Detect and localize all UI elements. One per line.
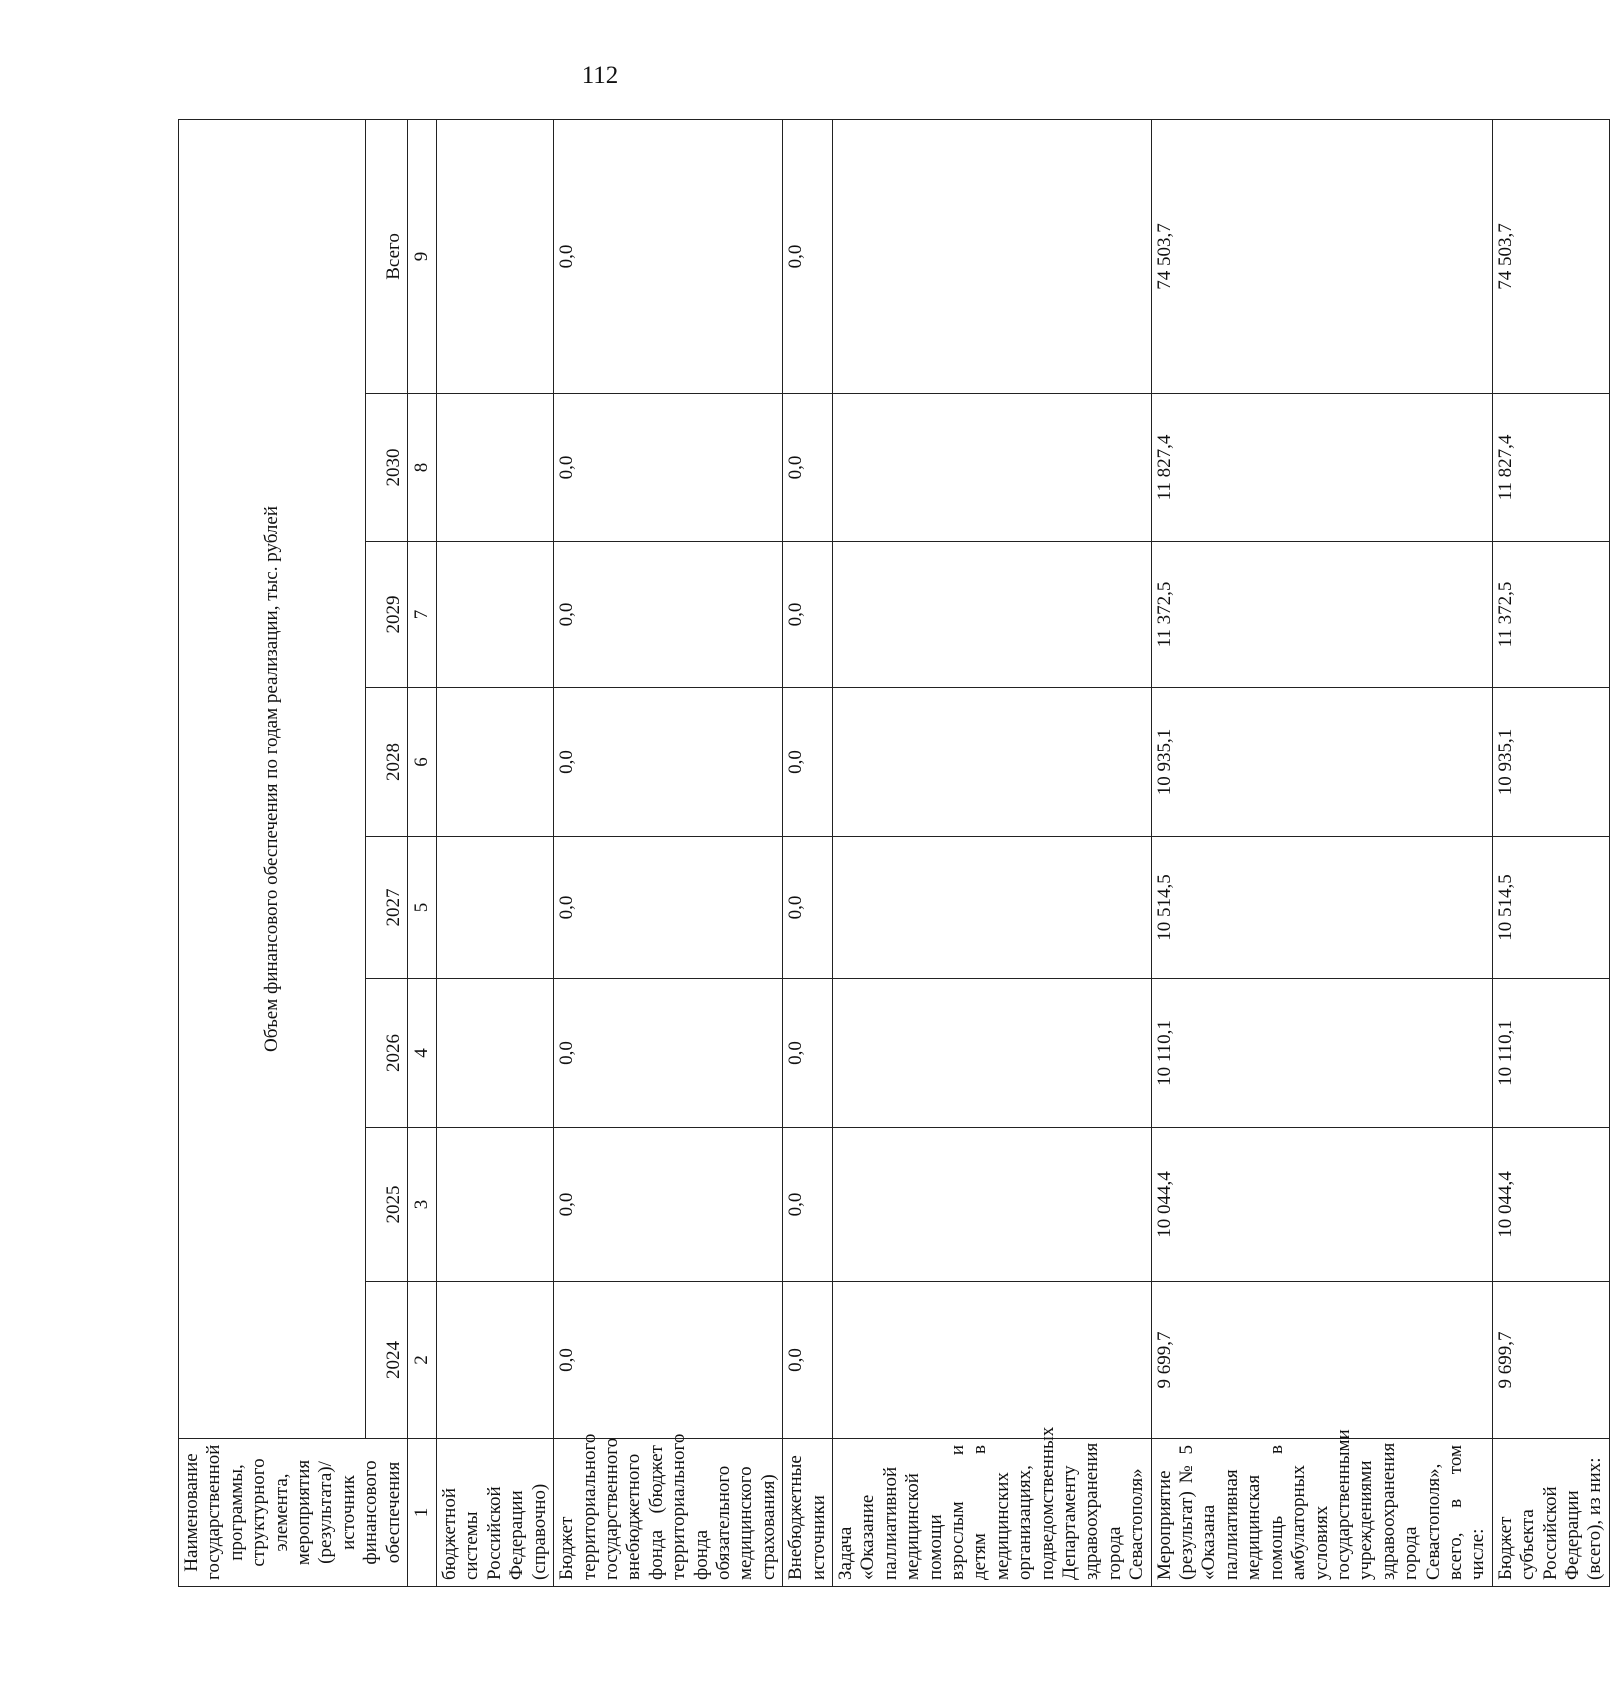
value-cell <box>832 394 1151 542</box>
value-cell <box>832 837 1151 979</box>
value-cell: 0,0 <box>783 119 833 393</box>
value-cell <box>437 1128 554 1282</box>
table-row <box>1151 119 1492 1586</box>
value-cell <box>437 688 554 837</box>
year-cell: 2027 <box>366 837 408 979</box>
value-cell: 0,0 <box>554 688 783 837</box>
value-cell: 0,0 <box>783 1282 833 1439</box>
table-row <box>437 119 554 1586</box>
column-number-cell: 9 <box>408 119 437 393</box>
value-cell <box>832 119 1151 393</box>
value-cell: 10 514,5 <box>1492 837 1609 979</box>
column-number-cell: 8 <box>408 394 437 542</box>
value-cell: 10 044,4 <box>1492 1128 1609 1282</box>
value-cell <box>832 688 1151 837</box>
value-cell: 0,0 <box>554 1128 783 1282</box>
table-row <box>832 119 1151 1586</box>
column-number-cell: 7 <box>408 542 437 688</box>
value-cell <box>437 119 554 393</box>
column-number-row <box>408 119 437 1586</box>
value-cell: 0,0 <box>783 837 833 979</box>
column-number-cell: 5 <box>408 837 437 979</box>
year-cell: 2030 <box>366 394 408 542</box>
value-cell: 0,0 <box>554 394 783 542</box>
value-cell: 11 827,4 <box>1492 394 1609 542</box>
row-name-cell: Бюджет территориального государственного внебюджетного фонда (бюджет территориального фонда обязательного медицинского страхования) <box>554 1439 783 1587</box>
header-row <box>179 119 366 1586</box>
value-cell: 10 044,4 <box>1151 1128 1492 1282</box>
value-cell: 10 110,1 <box>1151 979 1492 1128</box>
financing-table <box>178 119 1610 1587</box>
value-cell: 0,0 <box>554 837 783 979</box>
column-number-cell: 1 <box>408 1439 437 1587</box>
value-cell: 0,0 <box>783 394 833 542</box>
year-row <box>366 119 408 1586</box>
table-row <box>554 119 783 1586</box>
row-name-cell: Задача «Оказание паллиативной медицинской помощи взрослым и детям в медицинских организациях, подведомственных Департаменту здравоохранения города Севастополя» <box>832 1439 1151 1587</box>
page-number: 112 <box>581 62 619 89</box>
column-number-cell: 4 <box>408 979 437 1128</box>
financing-table-rotated <box>178 120 1606 1587</box>
value-cell: 10 935,1 <box>1151 688 1492 837</box>
value-cell: 0,0 <box>554 542 783 688</box>
value-cell: 11 827,4 <box>1151 394 1492 542</box>
value-cell <box>832 542 1151 688</box>
year-cell: 2025 <box>366 1128 408 1282</box>
value-cell <box>437 1282 554 1439</box>
header-name-cell: Наименование государственной программы, структурного элемента, мероприятия (результата)/источник финансового обеспечения <box>179 1439 408 1587</box>
header-group-cell: Объем финансового обеспечения по годам реализации, тыс. рублей <box>179 119 366 1438</box>
value-cell: 0,0 <box>554 1282 783 1439</box>
value-cell: 0,0 <box>783 542 833 688</box>
value-cell <box>437 542 554 688</box>
value-cell: 0,0 <box>554 979 783 1128</box>
value-cell: 0,0 <box>783 979 833 1128</box>
year-cell: 2024 <box>366 1282 408 1439</box>
value-cell: 0,0 <box>783 688 833 837</box>
year-cell: 2028 <box>366 688 408 837</box>
year-cell: 2026 <box>366 979 408 1128</box>
table-row <box>783 119 833 1586</box>
column-number-cell: 3 <box>408 1128 437 1282</box>
table-row <box>1492 119 1609 1586</box>
value-cell: 10 110,1 <box>1492 979 1609 1128</box>
value-cell: 11 372,5 <box>1151 542 1492 688</box>
row-name-cell: Бюджет субъекта Российской Федерации (всего), из них: <box>1492 1439 1609 1587</box>
value-cell: 11 372,5 <box>1492 542 1609 688</box>
value-cell <box>832 1282 1151 1439</box>
value-cell: 0,0 <box>554 119 783 393</box>
value-cell: 74 503,7 <box>1492 119 1609 393</box>
column-number-cell: 2 <box>408 1282 437 1439</box>
value-cell <box>832 979 1151 1128</box>
row-name-cell: бюджетной системы Российской Федерации (справочно) <box>437 1439 554 1587</box>
value-cell <box>832 1128 1151 1282</box>
value-cell <box>437 979 554 1128</box>
year-cell: 2029 <box>366 542 408 688</box>
value-cell: 10 935,1 <box>1492 688 1609 837</box>
value-cell: 10 514,5 <box>1151 837 1492 979</box>
column-number-cell: 6 <box>408 688 437 837</box>
value-cell: 74 503,7 <box>1151 119 1492 393</box>
value-cell: 0,0 <box>783 1128 833 1282</box>
row-name-cell: Мероприятие (результат) № 5 «Оказана паллиативная медицинская помощь в амбулаторных условиях государственными учреждениями здравоохранения города Севастополя», всего, в том числе: <box>1151 1439 1492 1587</box>
value-cell <box>437 837 554 979</box>
value-cell: 9 699,7 <box>1492 1282 1609 1439</box>
value-cell <box>437 394 554 542</box>
value-cell: 9 699,7 <box>1151 1282 1492 1439</box>
year-cell: Всего <box>366 119 408 393</box>
row-name-cell: Внебюджетные источники <box>783 1439 833 1587</box>
